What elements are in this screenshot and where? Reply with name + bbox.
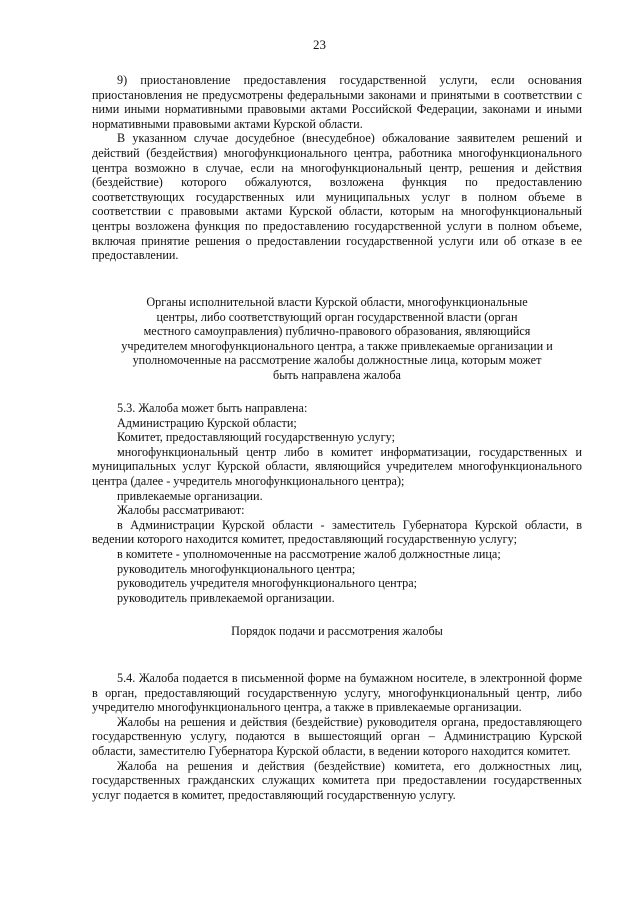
heading-line: местного самоуправления) публично-правового образования, являющийся — [143, 324, 531, 339]
paragraph: руководитель учредителя многофункционального центра; — [117, 576, 418, 591]
heading-line: быть направлена жалоба — [273, 367, 401, 382]
paragraph: Жалоба на решения и действия (бездействие) комитета, его должностных лиц, государственных гражданских служащих комитета при предоставлении государственных услуг подается в комитет, предоставляющий государственную услугу. — [92, 758, 582, 802]
paragraph: Жалобы рассматривают: — [117, 503, 245, 518]
paragraph: Администрацию Курской области; — [117, 415, 297, 430]
section-5-4 — [92, 671, 582, 802]
paragraph: в комитете - уполномоченные на рассмотрение жалоб должностные лица; — [117, 546, 501, 561]
paragraph: руководитель привлекаемой организации. — [117, 590, 335, 605]
section-heading-procedure — [92, 624, 582, 639]
section-5-3 — [92, 401, 582, 605]
paragraph: 5.4. Жалоба подается в письменной форме на бумажном носителе, в электронной форме в орган, предоставляющий государственную услугу, многофункциональный центр, либо учредителю многофункционального центра, а также в привлекаемые организации. — [92, 671, 582, 715]
heading-line: Порядок подачи и рассмотрения жалобы — [231, 624, 443, 638]
paragraph: в Администрации Курской области - заместитель Губернатора Курской области, в ведении которого находится комитет, предоставляющий государственную услугу; — [92, 517, 582, 547]
paragraph: 9) приостановление предоставления государственной услуги, если основания приостановления не предусмотрены федеральными законами и принятыми в соответствии с ними иными нормативными правовыми актами Российской Федерации, законами и иными нормативными правовыми актами Курской области. — [92, 73, 582, 131]
section-5-2-continuation — [92, 73, 582, 263]
paragraph: Жалобы на решения и действия (бездействие) руководителя органа, предоставляющего государственную услугу, подаются в вышестоящий орган – Администрацию Курской области, заместителю Губернатора Курской области, в ведении которого находится комитет. — [92, 714, 582, 758]
paragraph: Комитет, предоставляющий государственную услугу; — [117, 430, 395, 445]
page-number: 23 — [313, 37, 326, 52]
heading-line: уполномоченные на рассмотрение жалобы должностные лица, которым может — [132, 353, 542, 368]
paragraph: 5.3. Жалоба может быть направлена: — [117, 401, 308, 415]
paragraph: руководитель многофункционального центра; — [117, 561, 356, 576]
paragraph: многофункциональный центр либо в комитет информатизации, государственных и муниципальных услуг Курской области, являющийся учредителем многофункционального центра (далее - учредитель многофункционального центра); — [92, 444, 582, 488]
paragraph: привлекаемые организации. — [117, 488, 263, 503]
section-heading-organs — [92, 295, 582, 383]
paragraph: В указанном случае досудебное (внесудебное) обжалование заявителем решений и действий (бездействия) многофункционального центра, работника многофункционального центра возможно в случае, если на многофункциональный центр, решения и действия (бездействие) которого обжалуются, возложена функция по предоставлению соответствующих государственных или муниципальных услуг в полном объеме в соответствии с правовыми актами Курской области, которым на многофункциональный центры возложена функция по предоставлению государственной услуги в полном объеме, включая принятие решения о предоставлении государственной услуги или об отказе в ее предоставлении. — [92, 131, 582, 263]
heading-line: центры, либо соответствующий орган государственной власти (орган — [156, 309, 518, 324]
heading-line: учредителем многофункционального центра, а также привлекаемые организации и — [121, 338, 553, 353]
heading-line: Органы исполнительной власти Курской области, многофункциональные — [146, 295, 528, 309]
